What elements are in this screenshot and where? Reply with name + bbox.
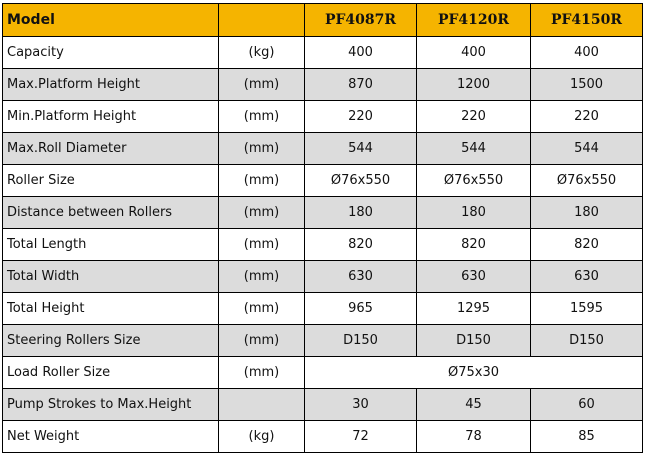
row-value: 220 bbox=[305, 101, 417, 133]
row-value: Ø76x550 bbox=[531, 165, 643, 197]
row-label: Net Weight bbox=[3, 421, 219, 453]
row-value: 180 bbox=[531, 197, 643, 229]
row-unit: (mm) bbox=[219, 165, 305, 197]
row-value: 72 bbox=[305, 421, 417, 453]
row-label: Max.Roll Diameter bbox=[3, 133, 219, 165]
row-unit: (mm) bbox=[219, 133, 305, 165]
row-unit bbox=[219, 389, 305, 421]
table-row bbox=[3, 69, 643, 101]
row-unit: (mm) bbox=[219, 357, 305, 389]
row-value: 85 bbox=[531, 421, 643, 453]
row-value: 1200 bbox=[417, 69, 531, 101]
row-value: 544 bbox=[531, 133, 643, 165]
row-value: 180 bbox=[417, 197, 531, 229]
row-value: 400 bbox=[417, 37, 531, 69]
table-row bbox=[3, 325, 643, 357]
row-label: Total Height bbox=[3, 293, 219, 325]
row-value: 1500 bbox=[531, 69, 643, 101]
row-value: 870 bbox=[305, 69, 417, 101]
row-unit: (mm) bbox=[219, 325, 305, 357]
table-row bbox=[3, 101, 643, 133]
row-label: Total Width bbox=[3, 261, 219, 293]
table-row bbox=[3, 357, 643, 389]
table-row bbox=[3, 165, 643, 197]
row-unit: (mm) bbox=[219, 293, 305, 325]
row-label: Total Length bbox=[3, 229, 219, 261]
table-row bbox=[3, 389, 643, 421]
header-model-label: Model bbox=[3, 4, 219, 37]
row-value: 45 bbox=[417, 389, 531, 421]
table-row bbox=[3, 229, 643, 261]
table-row bbox=[3, 421, 643, 453]
table-row bbox=[3, 261, 643, 293]
header-model-pf4120r: PF4120R bbox=[417, 4, 531, 37]
row-label: Max.Platform Height bbox=[3, 69, 219, 101]
row-label: Roller Size bbox=[3, 165, 219, 197]
row-label: Steering Rollers Size bbox=[3, 325, 219, 357]
row-value: Ø76x550 bbox=[305, 165, 417, 197]
row-value: Ø76x550 bbox=[417, 165, 531, 197]
row-value: 820 bbox=[531, 229, 643, 261]
table-row bbox=[3, 197, 643, 229]
row-unit: (mm) bbox=[219, 69, 305, 101]
row-value: 30 bbox=[305, 389, 417, 421]
row-unit: (mm) bbox=[219, 101, 305, 133]
row-value: 220 bbox=[417, 101, 531, 133]
row-value: 1295 bbox=[417, 293, 531, 325]
row-value: 400 bbox=[305, 37, 417, 69]
row-label: Pump Strokes to Max.Height bbox=[3, 389, 219, 421]
row-label: Load Roller Size bbox=[3, 357, 219, 389]
header-model-pf4087r: PF4087R bbox=[305, 4, 417, 37]
table-header-row bbox=[3, 4, 643, 37]
row-value: 965 bbox=[305, 293, 417, 325]
row-value: 220 bbox=[531, 101, 643, 133]
row-value: 400 bbox=[531, 37, 643, 69]
table-row bbox=[3, 133, 643, 165]
row-unit: (mm) bbox=[219, 261, 305, 293]
row-label: Distance between Rollers bbox=[3, 197, 219, 229]
row-merged-value: Ø75x30 bbox=[305, 357, 643, 389]
row-value: 630 bbox=[417, 261, 531, 293]
row-value: D150 bbox=[417, 325, 531, 357]
row-value: 78 bbox=[417, 421, 531, 453]
row-value: 544 bbox=[305, 133, 417, 165]
row-value: 180 bbox=[305, 197, 417, 229]
row-unit: (kg) bbox=[219, 421, 305, 453]
table-row bbox=[3, 37, 643, 69]
row-unit: (mm) bbox=[219, 229, 305, 261]
row-label: Capacity bbox=[3, 37, 219, 69]
spec-table bbox=[2, 3, 643, 453]
row-value: D150 bbox=[305, 325, 417, 357]
row-value: 60 bbox=[531, 389, 643, 421]
row-unit: (kg) bbox=[219, 37, 305, 69]
table-row bbox=[3, 293, 643, 325]
header-unit-cell bbox=[219, 4, 305, 37]
row-value: 1595 bbox=[531, 293, 643, 325]
row-value: 820 bbox=[305, 229, 417, 261]
row-label: Min.Platform Height bbox=[3, 101, 219, 133]
header-model-pf4150r: PF4150R bbox=[531, 4, 643, 37]
row-value: 630 bbox=[305, 261, 417, 293]
row-value: 630 bbox=[531, 261, 643, 293]
row-value: D150 bbox=[531, 325, 643, 357]
row-value: 820 bbox=[417, 229, 531, 261]
row-value: 544 bbox=[417, 133, 531, 165]
row-unit: (mm) bbox=[219, 197, 305, 229]
